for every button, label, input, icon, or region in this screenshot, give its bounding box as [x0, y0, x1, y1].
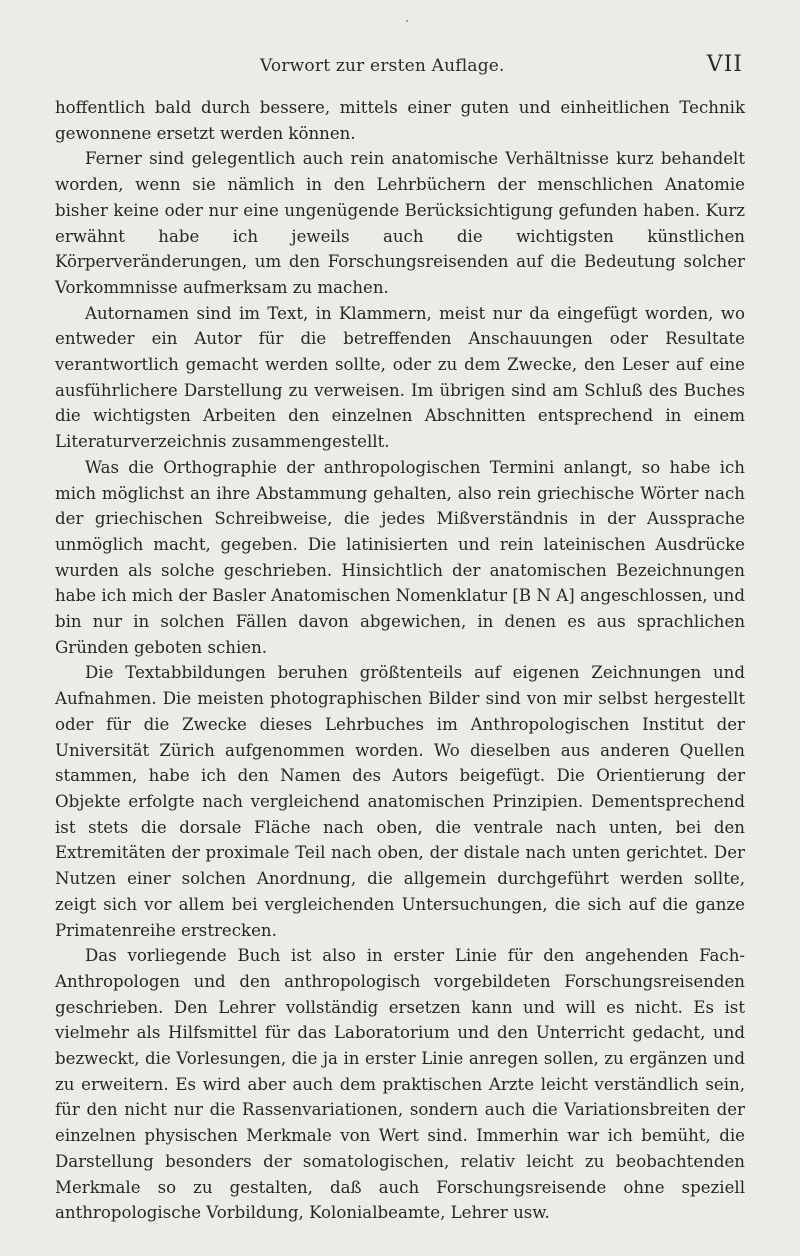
paragraph: Autornamen sind im Text, in Klammern, meist nur da eingefügt worden, wo entweder ein Autor für die betreffenden Anschauungen oder Resultate verantwortlich gemacht werden sollte, oder zu dem Zwecke, den Leser auf eine ausführlichere Darstellung zu verweisen. Im übrigen sind am Schluß des Buches die wichtigsten Arbeiten den einzelnen Abschnitten entsprechend in einem Literaturverzeichnis zusammengestellt.	[55, 303, 745, 452]
paragraph: Die Textabbildungen beruhen größtenteils auf eigenen Zeichnungen und Aufnahmen. Die meisten photographischen Bilder sind von mir selbst hergestellt oder für die Zwecke dieses Lehrbuches im Anthropologischen Institut der Universität Zürich aufgenommen worden. Wo dieselben aus anderen Quellen stammen, habe ich den Namen des Autors beigefügt. Die Orientierung der Objekte erfolgte nach vergleichend anatomischen Prinzipien. Dementsprechend ist stets die dorsale Fläche nach oben, die ventrale nach unten, bei den Extremitäten der proximale Teil nach oben, der distale nach unten gerichtet. Der Nutzen einer solchen Anordnung, die allgemein durchgeführt werden sollte, zeigt sich vor allem bei vergleichenden Untersuchungen, die sich auf die ganze Primatenreihe erstrecken.	[55, 663, 745, 940]
paragraph: Das vorliegende Buch ist also in erster Linie für den angehenden Fach-Anthropologen und den anthropologisch vorgebildeten Forschungsreisenden geschrieben. Den Lehrer vollständig ersetzen kann und will es nicht. Es ist vielmehr als Hilfsmittel für das Laboratorium und den Unterricht gedacht, und bezweckt, die Vorlesungen, die ja in erster Linie anregen sollen, zu ergänzen und zu erweitern. Es wird aber auch dem praktischen Arzte leicht verständlich sein, für den nicht nur die Rassenvariationen, sondern auch die Variationsbreiten der einzelnen physischen Merkmale von Wert sind. Immerhin war ich bemüht, die Darstellung besonders der somatologischen, relativ leicht zu beobachtenden Merkmale so zu gestalten, daß auch Forschungsreisende ohne speziell anthropologische Vorbildung, Kolonialbeamte, Lehrer usw.	[55, 946, 745, 1223]
running-head-title: Vorwort zur ersten Auflage.	[260, 56, 505, 76]
running-head	[55, 52, 745, 82]
paragraph: hoffentlich bald durch bessere, mittels einer guten und einheitlichen Technik gewonnene ersetzt werden können.	[55, 98, 745, 143]
page-number: VII	[706, 52, 743, 77]
paragraph: Ferner sind gelegentlich auch rein anatomische Verhältnisse kurz behandelt worden, wenn sie nämlich in den Lehrbüchern der menschlichen Anatomie bisher keine oder nur eine ungenügende Berücksichtigung gefunden haben. Kurz erwähnt habe ich jeweils auch die wichtigsten künstlichen Körperveränderungen, um den Forschungsreisenden auf die Bedeutung solcher Vorkommnisse aufmerksam zu machen.	[55, 149, 745, 297]
body-text	[55, 95, 745, 1226]
paragraph: Was die Orthographie der anthropologischen Termini anlangt, so habe ich mich möglichst an ihre Abstammung gehalten, also rein griechische Wörter nach der griechischen Schreibweise, die jedes Mißverständnis in der Aussprache unmöglich macht, gegeben. Die latinisierten und rein lateinischen Ausdrücke wurden als solche geschrieben. Hinsichtlich der anatomischen Bezeichnungen habe ich mich der Basler Anatomischen Nomenklatur [B N A] angeschlossen, und bin nur in solchen Fällen davon abgewichen, in denen es aus sprachlichen Gründen geboten schien.	[55, 457, 745, 657]
paper-speck	[406, 20, 408, 22]
